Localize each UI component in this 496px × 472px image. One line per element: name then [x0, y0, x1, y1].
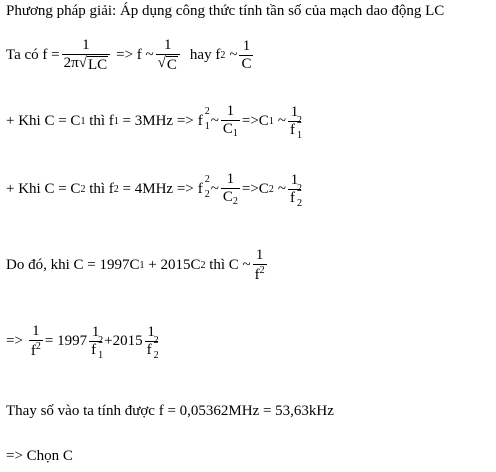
f-symbol: f: [197, 181, 203, 198]
hay-text: hay f: [189, 47, 221, 64]
inverse-f-squared-fraction: [29, 324, 43, 360]
superscript: 2: [204, 106, 210, 118]
f-symbol: f: [254, 266, 260, 283]
sqrt-content: C: [166, 56, 177, 73]
equation-line: [6, 324, 160, 360]
method-text: Phương pháp giải: Áp dụng công thức tính tần số của mạch dao động LC: [6, 3, 445, 19]
inverse-c2-fraction: [221, 172, 240, 207]
inverse-sqrt-c-fraction: [156, 38, 180, 73]
subscript: 2: [80, 184, 86, 196]
inverse-f1-squared-fraction: [288, 105, 301, 139]
fraction-denominator: C: [241, 55, 252, 72]
tilde: ~: [210, 181, 219, 198]
c-symbol: C: [222, 120, 233, 137]
fraction-numerator: 1: [255, 247, 264, 263]
subscript: 1: [204, 121, 210, 133]
f-symbol: f: [30, 342, 36, 359]
superscript: 2: [296, 114, 302, 126]
arrow-text: =>: [6, 333, 23, 350]
tilde: ~: [277, 181, 286, 198]
result-text: Thay số vào ta tính được f = 0,05362MHz = 53,63kHz: [6, 403, 334, 419]
f-symbol: f: [289, 189, 295, 206]
result-line: [6, 403, 334, 420]
f-squared-sub: [289, 114, 302, 141]
case1-text: + Khi C = C: [6, 113, 81, 130]
f-symbol: f: [289, 121, 295, 138]
f-squared-sub: [289, 182, 302, 209]
fraction-numerator: 1: [164, 37, 172, 53]
subscript: 1: [232, 127, 238, 139]
radical-icon: √: [78, 54, 87, 71]
case2-line: [6, 172, 303, 207]
subscript: 1: [80, 116, 86, 128]
superscript: 2: [98, 334, 104, 346]
superscript: 2: [204, 174, 210, 186]
fraction-numerator: 1: [32, 323, 40, 339]
arrow-c: =>C: [241, 113, 269, 130]
arrow-text: => f ~: [116, 47, 154, 64]
superscript: 2: [296, 182, 302, 194]
fraction-numerator: 1: [226, 103, 235, 119]
fraction-denominator: [253, 264, 267, 284]
inverse-c1-fraction: [221, 104, 240, 139]
tilde: ~: [229, 47, 238, 64]
formula-line: [6, 38, 255, 73]
fraction-numerator: 1: [226, 171, 235, 187]
fraction-denominator: [29, 340, 43, 360]
arrow-c: =>C: [241, 181, 269, 198]
case1-text3: = 3MHz =>: [118, 113, 194, 130]
case1-line: [6, 104, 303, 139]
fraction-denominator: [62, 54, 110, 74]
case2-text3: = 4MHz =>: [118, 181, 194, 198]
subscript: 2: [200, 260, 206, 272]
subscript: 2: [153, 349, 159, 361]
formula-prefix: Ta có f =: [6, 47, 60, 64]
f-squared-sub: [197, 106, 210, 133]
inverse-f2-squared-fraction: [288, 173, 301, 207]
subscript: 1: [98, 349, 104, 361]
subscript: 1: [268, 116, 274, 128]
fraction-numerator: 1: [242, 37, 251, 54]
conclusion-text: Do đó, khi C = 1997C: [6, 257, 140, 274]
inverse-f1-squared-fraction: [89, 325, 102, 359]
answer-line: [6, 448, 73, 465]
f-squared-sub: [91, 334, 104, 361]
c-symbol: C: [222, 188, 233, 205]
sqrt-lc: [79, 56, 108, 74]
method-line: [6, 3, 444, 20]
superscript: 2: [259, 264, 265, 276]
f-symbol: f: [91, 341, 97, 358]
inverse-f-squared-fraction: [253, 248, 267, 284]
conclusion-text3: thì C ~: [205, 257, 251, 274]
equals-1997: = 1997: [44, 333, 88, 350]
fraction-numerator: 1: [147, 324, 155, 340]
f-squared-sub: [197, 174, 210, 201]
case1-text2: thì f: [85, 113, 114, 130]
superscript: 2: [35, 340, 41, 352]
subscript: 2: [204, 189, 210, 201]
f-symbol: f: [146, 341, 152, 358]
subscript: 2: [113, 184, 119, 196]
fraction-numerator: 1: [82, 37, 90, 53]
subscript: 1: [139, 260, 145, 272]
plus-2015: +2015: [104, 333, 143, 350]
sqrt-content: LC: [87, 56, 108, 73]
superscript: 2: [153, 334, 159, 346]
inverse-f2-squared-fraction: [145, 325, 158, 359]
two-pi: 2π: [63, 54, 79, 71]
fraction-denominator: [221, 120, 240, 140]
conclusion-line: [6, 248, 269, 284]
fraction-numerator: 1: [290, 103, 299, 120]
subscript: 1: [296, 129, 302, 141]
superscript: 2: [220, 50, 226, 62]
subscript: 2: [232, 195, 238, 207]
conclusion-text2: + 2015C: [144, 257, 201, 274]
subscript: 1: [113, 116, 119, 128]
fraction-numerator: 1: [290, 171, 299, 188]
case2-text: + Khi C = C: [6, 181, 81, 198]
fraction-denominator: [89, 334, 104, 361]
fraction-denominator: [288, 114, 302, 141]
fraction-denominator: [288, 182, 302, 209]
sqrt-c: [158, 56, 178, 74]
tilde: ~: [210, 113, 219, 130]
fraction-denominator: [221, 188, 240, 208]
fraction-numerator: 1: [91, 324, 100, 340]
fraction-denominator: [145, 334, 159, 361]
inverse-c-fraction: [239, 39, 253, 73]
case2-text2: thì f: [85, 181, 114, 198]
subscript: 2: [296, 197, 302, 209]
tilde: ~: [277, 113, 286, 130]
subscript: 2: [268, 184, 274, 196]
radical-icon: √: [157, 54, 166, 71]
fraction-denominator: [156, 54, 180, 74]
f-squared-sub: [146, 334, 159, 361]
frequency-fraction: [62, 38, 110, 73]
answer-text: => Chọn C: [6, 448, 73, 464]
f-symbol: f: [197, 113, 203, 130]
